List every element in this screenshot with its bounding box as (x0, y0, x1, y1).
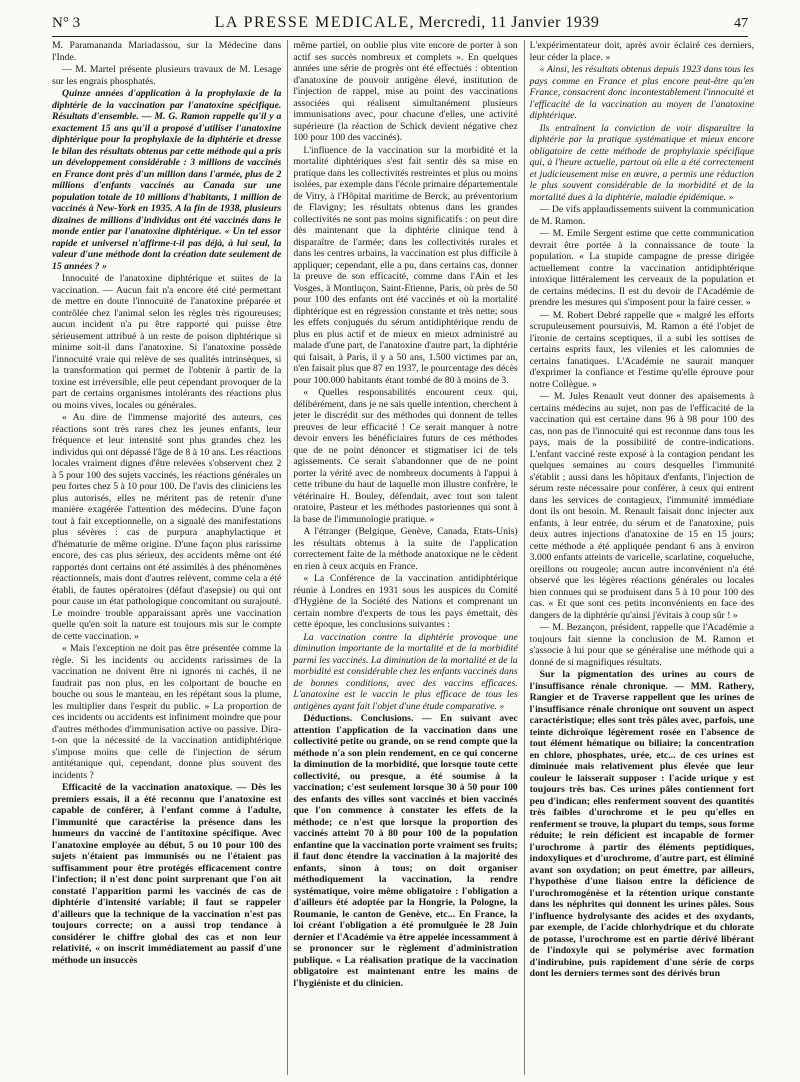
column-2 (287, 40, 517, 1075)
column-1 (52, 40, 281, 1075)
paragraph: Efficacité de la vaccination anatoxique. — Dès les premiers essais, il a été reconnu que l'anatoxine est capable de conférer, à l'enfant comme à l'adulte, l'immunité que caractérise la présence dans les humeurs du vacciné de l'antitoxine spécifique. Avec l'anatoxine employée au début, 5 ou 10 pour 100 des sujets n'étaient pas immunisés ou ne l'étaient pas suffisamment pour être protégés efficacement contre l'infection; il n'est donc point surprenant que l'on ait constaté l'apparition parmi les vaccinés de cas de diphtérie d'intensité variable; il faut se rappeler d'ailleurs que la technique de la vaccination n'est pas toujours correcte; on a aussi trop tendance à considérer le chiffre global des cas et non leur relativité, « on inscrit immédiatement au passif d'une méthode un insuccès (52, 782, 282, 966)
paragraph: A l'étranger (Belgique, Genève, Canada, Etats-Unis) les résultats obtenus à la suite de l'application correctement faite de la méthode anatoxique ne le cèdent en rien à ceux acquis en France. (293, 526, 518, 572)
quoted-conclusion: Ils entraînent la conviction de voir disparaître la diphtérie par la pratique systématique et mieux encore obligatoire de cette méthode de prophylaxie spécifique qui, à l'heure actuelle, partout où elle a été correctement et judicieusement mise en œuvre, a permis une réduction le plus souvent considérable de la morbidité et de la mortalité dues à la diphtérie, maladie épidémique. » (529, 122, 755, 203)
section-paragraph: Quinze années d'application à la prophylaxie de la diphtérie de la vaccination par l'anatoxine spécifique. Résultats d'ensemble. — M. G. Ramon rappelle qu'il y a exactement 15 ans qu'il a proposé d'utiliser l'anatoxine diphtérique pour la prophylaxie de la diphtérie et dresse le bilan des résultats obtenus par cette méthode qui a pris un développement considérable : 3 millions de vaccinés en France dont près d'un million dans l'armée, plus de 2 millions d'enfants vaccinés au Canada sur une population totale de 10 millions d'habitants, 1 million de vaccinés à New-York en 1935. A la fin de 1938, plusieurs dizaines de millions d'individus ont été vaccinés dans le monde entier par l'anatoxine diphtérique. « Un tel essor rapide et universel n'affirme-t-il pas déjà, à lui seul, la valeur d'une méthode dont la création date seulement de 15 années ? » (52, 88, 282, 272)
page-number: 47 (733, 16, 748, 31)
paragraph: L'influence de la vaccination sur la morbidité et la mortalité diphtériques s'est fait sentir dès sa mise en pratique dans les collectivités restreintes et plus ou moins isolées, par exemple dans l'école primaire départementale de Vitry, à l'Hôpital maritime de Berck, au préventorium de Flavigny; les résultats obtenus dans les grandes collectivités ne sont pas moins significatifs : on peut dire dès maintenant que la diphtérie clinique tend à disparaître de l'armée; dans les collectivités rurales et dans les centres urbains, la vaccination est plus difficile à appliquer; cependant, elle a pu, dans certains cas, donner la preuve de son efficacité, comme dans l'Ain et les Vosges, à Montluçon, Saint-Etienne, Paris, où près de 50 pour 100 des enfants ont été vaccinés et où la mortalité diphtérique est en régression constante et très nette; sous les effets conjugués du sérum antidiphtérique rendu de plus en plus actif et de mieux en mieux administré au malade d'une part, de l'anatoxine d'autre part, la diphtérie qui faisait, à Paris, il y a 50 ans, 1.500 victimes par an, n'en faisait plus que 87 en 1937, le pourcentage des décès pour 100.000 habitants étant tombé de 80 à moins de 3. (293, 144, 518, 386)
paragraph: même partiel, on oublie plus vite encore de porter à son actif ses succès nombreux et complets ». En quelques années une série de progrès ont été effectués : obtention d'anatoxine de pouvoir antigène élevé, institution de l'injection de rappel, mise au point des vaccinations associées qui réalisent simultanément plusieurs immunisations avec, pour chacune d'elles, une activité supérieure (la réaction de Schick devient négative chez 100 pour 100 des vaccinés). (293, 40, 518, 143)
paragraph: — M. Jules Renault veut donner des apaisements à certains médecins au sujet, non pas de l'efficacité de la vaccination qui est certaine dans 96 à 98 pour 100 des cas, non pas de l'innocuité qui est reconnue dans tous les pays, mais de la possibilité de contre-indications. L'enfant vacciné reste exposé à la contagion pendant les quelques semaines au cours desquelles l'immunité s'établit ; aussi dans les hôpitaux d'enfants, l'injection de sérum reste nécessaire pour conférer, à ceux qui entrent dans les services de contagieux, l'immunité immédiate dont ils ont besoin. M. Renault faisait donc injecter aux enfants, à leur entrée, du sérum et de l'anatoxine, puis deux autres injections d'anatoxine de 15 en 15 jours; cette méthode a été appliquée pendant 6 ans à environ 3.000 enfants atteints de varicelle, scarlatine, coqueluche, oreillons ou rougeole; aucun autre inconvénient n'a été observé que les légères réactions générales ou locales bien connues qui se produisent dans 5 à 10 pour 100 des cas. « Et que sont ces petits inconvénients en face des dangers de la diphtérie qu'ainsi j'évitais à coup sûr ! » (529, 391, 755, 621)
paragraph: « Mais l'exception ne doit pas être présentée comme la règle. Si les incidents ou accidents rarissimes de la vaccination ne doivent être ni ignorés ni cachés, il ne faudrait pas non plus, en les colportant de bouche en bouche ou sous le manteau, en les répétant sous la plume, les multiplier dans l'esprit du public. » La proportion de ces incidents ou accidents est infiniment moindre que pour d'autres méthodes d'immunisation active ou passive. Dira-t-on que la nécessité de la vaccination antidiphtérique s'impose moins que celle de l'injection de sérum antitétanique qui, cependant, donne plus souvent des incidents ? (52, 643, 282, 781)
issue-number: N° 3 (52, 15, 81, 31)
paragraph: — M. Martel présente plusieurs travaux de M. Lesage sur les engrais phosphatés. (52, 64, 282, 87)
section-paragraph: Sur la pigmentation des urines au cours de l'insuffisance rénale chronique. — MM. Rathery, Rangier et de Traverse rappellent que les urines de l'insuffisance rénale chronique ont souvent un aspect caractéristique; elles sont très pâles avec, parfois, une teinte dichroïque légèrement rosée en l'absence de tout élément hématique ou biliaire; la concentration en chlore, phosphates, urée, etc... de ces urines est diminuée mais relativement plus élevée que leur couleur le laisserait supposer : l'acide urique y est toujours très bas. Ces urines pâles contiennent fort peu d'indican; elles renferment souvent des quantités très faibles d'urochrome et le peu qu'elles en renferment se trouve, la plupart du temps, sous forme réduite; le rein déficient est incapable de former l'urochrome à partir des éléments peptidiques, indoxyliques et d'urochrome, d'autre part, est éliminé avant son oxydation; on peut émettre, par ailleurs, l'hypothèse d'une liaison entre la déficience de l'urochromogénèse et la rétention urique constante dans les néphrites qui donnent les urines pâles. Sous l'influence hydrolysante des acides et des oxydants, par exemple, de l'acide chlorhydrique et du chlorate de potasse, l'urochrome est en partie dérivé libérant de l'indoxyle qui se polymérise avec formation d'indirubine, puis rapidement d'une série de corps dont les derniers termes sont des dérivés brun (529, 669, 755, 979)
paragraph: M. Paramananda Mariadassou, sur la Médecine dans l'Inde. (52, 40, 282, 63)
column-3 (524, 40, 754, 1075)
quoted-conclusion: « Ainsi, les résultats obtenus depuis 1923 dans tous les pays comme en France et plus encore peut-être qu'en France, consacrent donc incontestablement l'innocuité et l'efficacité de la vaccination au moyen de l'anatoxine diphtérique. (529, 64, 755, 121)
quoted-conclusion: La vaccination contre la diphtérie provoque une diminution importante de la mortalité et de la morbidité parmi les vaccinés. La diminution de la mortalité et de la morbidité est considérable chez les enfants vaccinés dans de bonnes conditions, avec des vaccins efficaces. L'anatoxine est le vaccin le plus efficace de tous les antigènes ayant fait l'objet d'une étude comparative. » (293, 631, 518, 712)
journal-title: LA PRESSE MEDICALE (214, 14, 410, 31)
paragraph: — M. Emile Sergent estime que cette communication devrait être portée à la connaissance de toute la population. « La stupide campagne de presse dirigée actuellement contre la vaccination antidiphtérique intoxique littéralement les cerveaux de la population et de certains médecins. Il est du devoir de l'Académie de prendre les mesures qui s'imposent pour la faire cesser. » (529, 228, 755, 308)
paragraph: « La Conférence de la vaccination antidiphtérique réunie à Londres en 1931 sous les auspices du Comité d'Hygiène de la Société des Nations et comprenant un certain nombre d'experts de tous les pays émettait, dès cette époque, les conclusions suivantes : (293, 573, 518, 630)
paragraph: — De vifs applaudissements suivent la communication de M. Ramon. (529, 204, 755, 227)
page-header (52, 14, 748, 37)
issue-date: Mercredi, 11 Janvier 1939 (418, 14, 600, 31)
paragraph: « Au dire de l'immense majorité des auteurs, ces réactions sont très rares chez les jeunes enfants, leur fréquence et leur intensité sont plus grandes chez les individus qui ont dépassé l'âge de 8 à 10 ans. Les réactions locales vraiment dignes d'être relevées s'observent chez 2 à 5 pour 100 des sujets vaccinés, les réactions générales un peu fortes chez 5 à 10 pour 100. De l'avis des cliniciens les plus autorisés, elles ne méritent pas de retenir d'une manière exagérée l'attention des médecins. D'une façon tout à fait exceptionnelle, on a signalé des manifestations plus sévères : cas de purpura anaphylactique et d'hématurie de même origine. D'une façon plus rarissime encore, des cas plus sérieux, des accidents même ont été rapportés dont certains ont été assimilés à des phénomènes réactionnels, mais dont d'autres relèvent, comme cela a été établi, de fautes opératoires (défaut d'asepsie) ou qui ont pour cause un état pathologique concomitant ou surajouté. Le moindre trouble apparaissant après une vaccination quelle qu'en soit la nature est toujours mis sur le compte de cette vaccination. » (52, 412, 282, 642)
paragraph: — M. Robert Debré rappelle que « malgré les efforts scrupuleusement poursuivis, M. Ramon a été l'objet de l'ironie de certains sceptiques, il a subi les sottises de certains esprits faux, les vilenies et les calomnies de certains fanatiques. L'Académie ne saurait manquer d'exprimer la confiance et l'estime qu'elle éprouve pour notre Collègue. » (529, 309, 755, 390)
paragraph: Déductions. Conclusions. — En suivant avec attention l'application de la vaccination dans une collectivité petite ou grande, on se rend compte que la méthode n'a son plein rendement, en ce qui concerne la diminution de la morbidité, que lorsque toute cette collectivité, ou presque, a été soumise à la vaccination; c'est seulement lorsque 30 à 50 pour 100 des enfants des villes sont vaccinés et bien vaccinés que l'on commence à constater les effets de la méthode; ce n'est que lorsque la proportion des vaccinés atteint 70 à 80 pour 100 de la population enfantine que la vaccination porte vraiment ses fruits; il faut donc étendre la vaccination à la majorité des enfants, sinon à tous; on doit organiser méthodiquement la vaccination, la rendre systématique, voire même obligatoire : l'obligation a d'ailleurs été adoptée par la Hongrie, la Pologne, la Roumanie, le canton de Genève, etc... En France, la loi créant l'obligation a été promulguée le 28 Juin dernier et l'Académie va être appelée incessamment à se prononcer sur le règlement d'administration publique. « La réalisation pratique de la vaccination obligatoire est maintenant entre les mains de l'hygiéniste et du clinicien. (293, 713, 518, 989)
paragraph: L'expérimentateur doit, après avoir éclairé ces derniers, leur céder la place. » (529, 40, 755, 63)
paragraph: « Quelles responsabilités encourent ceux qui, délibérément, dans je ne sais quelle intention, cherchent à jeter le discrédit sur des méthodes qui donnent de telles preuves de leur efficacité ! Ce serait manquer à notre devoir envers les bénéficiaires futurs de ces méthodes que de ne point dénoncer et stigmatiser ici de tels agissements. Ce serait s'abandonner que de ne point porter la vérité avec de nombreux documents à l'appui à cette tribune du haut de laquelle mon illustre confrère, le vétérinaire H. Bouley, défendait, avec tout son talent oratoire, Pasteur et les méthodes pastoriennes qui sont à la base de l'immunologie pratique. » (293, 387, 518, 525)
paragraph: — M. Bezançon, président, rappelle que l'Académie a toujours fait sienne la conclusion de M. Ramon et s'associe à lui pour que se généralise une méthode qui a donné de si magnifiques résultats. (529, 622, 755, 668)
paragraph: Innocuité de l'anatoxine diphtérique et suites de la vaccination. — Aucun fait n'a encore été cité permettant de mettre en doute l'innocuité de l'anatoxine préparée et contrôlée chez l'animal selon les règles très rigoureuses; aucun incident n'a pu être rapporté qui puisse être sérieusement attribué à un reste de poison diphtérique si minime soit-il dans l'anatoxine. Si l'anatoxine possède l'innocuité vraie qui relève de ses qualités intrinsèques, si la transformation qui permet de l'obtenir à partir de la toxine est irréversible, elle peut cependant provoquer de la part de certains organismes intolérants des réactions plus ou moins vives, locales ou générales. (52, 273, 282, 411)
article-columns (52, 40, 754, 1075)
journal-masthead: LA PRESSE MEDICALE, Mercredi, 11 Janvier 1939 (214, 14, 600, 31)
